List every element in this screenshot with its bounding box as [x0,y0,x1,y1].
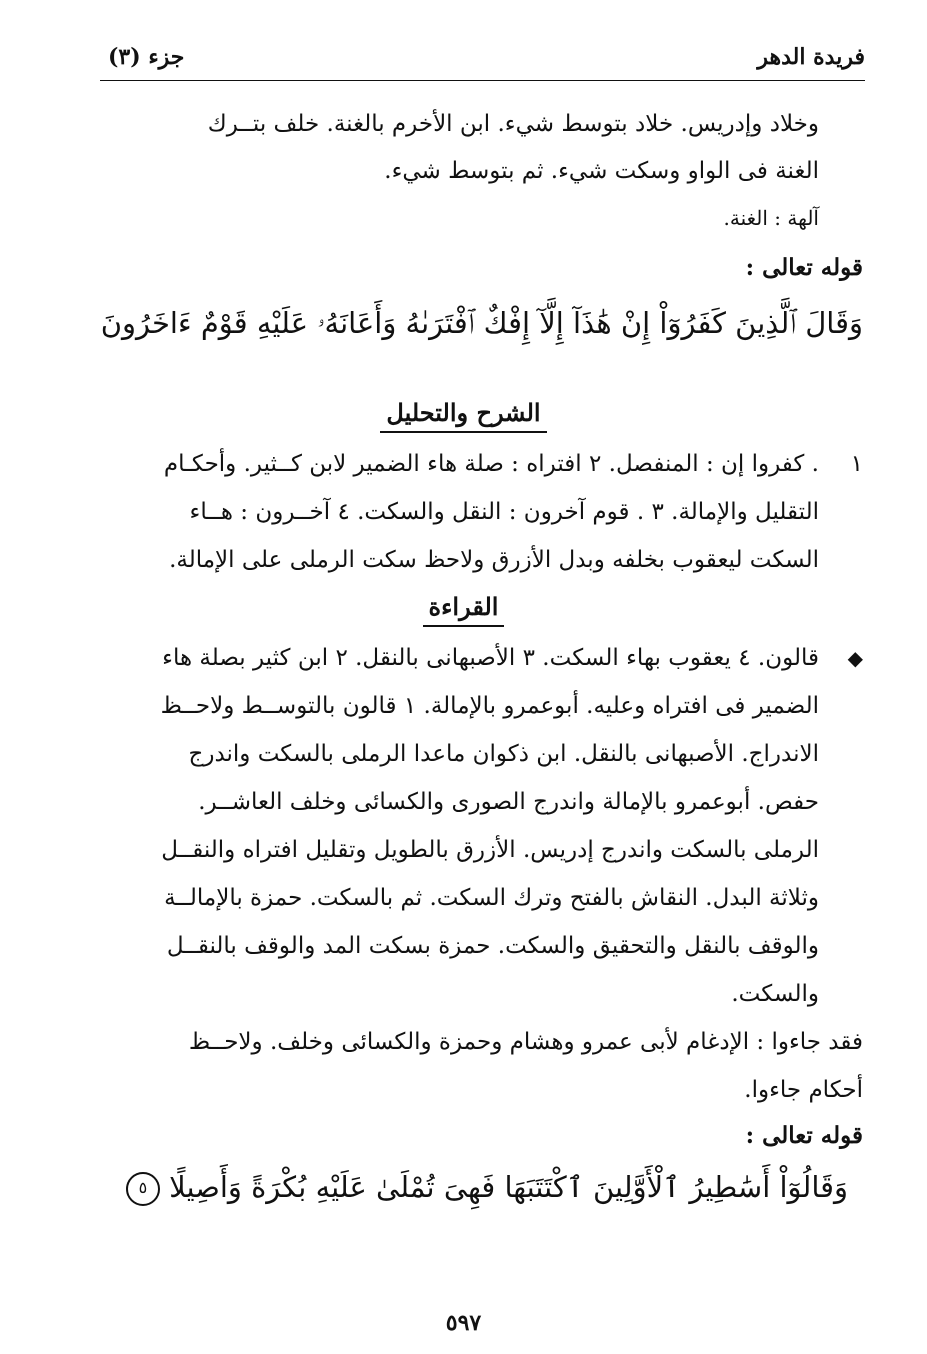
section-heading-explanation-text: الشرح والتحليل [380,398,546,433]
running-header-title: فريدة الدهر [757,44,865,70]
quran-verse-1: وَقَالَ ٱلَّذِينَ كَفَرُوٓاْ إِنْ هَٰذَآ إِلَّآ إِفْكٌ ٱفْتَرَىٰهُ وَأَعَانَهُۥ عَلَيْهِ قَوْمٌ ءَاخَرُونَ [100,306,863,340]
header-rule [100,80,865,81]
outro-line-1: فقد جاءوا : الإدغام لأبى عمرو وهشام وحمزة والكسائى وخلف. ولاحــظ [188,1029,863,1055]
section-heading-recitation [0,592,927,621]
explanation-line-3: السكت ليعقوب بخلفه وبدل الأزرق ولاحظ سكت الرملى على الإمالة. [169,547,819,573]
recitation-line-8: والسكت. [731,981,819,1007]
recitation-line-1: قالون. ٤ يعقوب بهاء السكت. ٣ الأصبهانى بالنقل. ٢ ابن كثير بصلة هاء [162,645,819,671]
intro-line-2: الغنة فى الواو وسكت شيء. ثم بتوسط شيء. [384,158,819,184]
diamond-bullet-icon: ◆ [847,646,863,670]
recitation-line-7: والوقف بالنقل والتحقيق والسكت. حمزة بسكت المد والوقف بالنقــل [166,933,819,959]
outro-line-2: أحكام جاءوا. [744,1077,863,1103]
verse-intro-label: قوله تعالى : [745,254,863,281]
page-number: ٥٩٧ [445,1310,482,1336]
intro-line-1: وخلاد وإدريس. خلاد بتوسط شيء. ابن الأخرم بالغنة. خلف بتــرك [207,111,819,137]
recitation-line-2: الضمير فى افتراه وعليه. أبوعمرو بالإمالة. ١ قالون بالتوســط ولاحــظ [160,693,819,719]
item-number: ١ [850,451,863,477]
quran-verse-2: وَقَالُوٓاْ أَسَٰطِيرُ ٱلْأَوَّلِينَ ٱكْتَتَبَهَا فَهِىَ تُمْلَىٰ عَلَيْهِ بُكْرَةً وَأَصِيلًا [169,1170,849,1204]
explanation-line-1: . كفروا إن : المنفصل. ٢ افتراه : صلة هاء الضمير لابن كــثير. وأحكـام [163,451,819,477]
explanation-line-2: التقليل والإمالة. ٣ . قوم آخرون : النقل والسكت. ٤ آخــرون : هــاء [189,499,819,525]
recitation-line-3: الاندراج. الأصبهانى بالنقل. ابن ذكوان ماعدا الرملى بالسكت واندرج [188,741,819,767]
recitation-line-6: وثلاثة البدل. النقاش بالفتح وترك السكت. ثم بالسكت. حمزة بالإمالــة [164,885,819,911]
recitation-line-5: الرملى بالسكت واندرج إدريس. الأزرق بالطويل وتقليل افتراه والنقــل [161,837,819,863]
recitation-line-4: حفص. أبوعمرو بالإمالة واندرج الصورى والكسائى وخلف العاشــر. [198,789,819,815]
section-heading-recitation-text: القراءة [423,592,505,627]
running-header-part: جزء (٣) [108,44,185,70]
verse-intro-label-2: قوله تعالى : [745,1122,863,1149]
ayah-number-marker: ٥ [126,1172,160,1206]
quran-verse-2-row [107,1162,863,1212]
section-heading-explanation [0,398,927,427]
intro-line-3: آلهة : الغنة. [723,206,819,230]
